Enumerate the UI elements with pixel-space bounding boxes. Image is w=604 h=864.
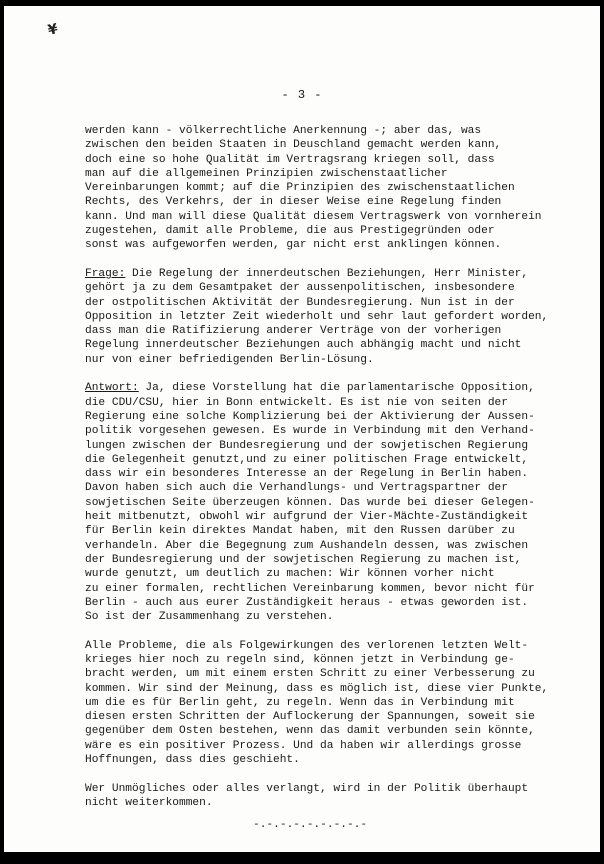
- question-first-line: Die Regelung der innerdeutschen Beziehungen, Herr Minister,: [125, 267, 529, 280]
- text-line: diesen ersten Schritten der Auflockerung der Spannungen, soweit sie: [85, 711, 535, 724]
- text-line: heit mitbenutzt, obwohl wir aufgrund der Vier-Mächte-Zuständigkeit: [85, 511, 529, 524]
- document-page: [4, 6, 600, 852]
- text-line: politik vorgesehen gewesen. Es wurde in Verbindung mit den Verhand-: [85, 425, 535, 438]
- text-line: zu einer formalen, rechtlichen Vereinbarung kommen, bevor nicht für: [85, 582, 535, 595]
- text-line: für Berlin kein direktes Mandat haben, mit den Russen darüber zu: [85, 525, 515, 538]
- text-line: gegenüber dem Osten bestehen, wenn das damit verbunden sein könnte,: [85, 725, 535, 738]
- page-number: - 3 -: [281, 88, 323, 102]
- text-line: kann. Und man will diese Qualität diesem Vertragswerk von vornherein: [85, 210, 542, 223]
- text-line: der ostpolitischen Aktivität der Bundesregierung. Nun ist in der: [85, 296, 515, 309]
- text-line: zwischen den beiden Staaten in Deuschland gemacht werden kann,: [85, 139, 502, 152]
- text-line: Rechts, des Verkehrs, der in dieser Weise eine Regelung finden: [85, 196, 502, 209]
- text-line: Berlin - auch aus eurer Zuständigkeit heraus - etwas geworden ist.: [85, 596, 529, 609]
- text-line: Vereinbarungen kommt; auf die Prinzipien des zwischenstaatlichen: [85, 182, 515, 195]
- question-label: Frage:: [85, 267, 126, 280]
- text-line: bracht werden, um mit einem ersten Schritt zu einer Verbesserung zu: [85, 668, 535, 681]
- text-line: krieges hier noch zu regeln sind, können jetzt in Verbindung ge-: [85, 653, 515, 666]
- text-line: verhandeln. Aber die Begegnung zum Aushandeln dessen, was zwischen: [85, 539, 529, 552]
- document-body: [85, 124, 591, 833]
- answer-label: Antwort:: [85, 382, 139, 395]
- text-line: wäre es ein positiver Prozess. Und da haben wir allerdings grosse: [85, 739, 522, 752]
- text-line: sonst was aufgeworfen werden, gar nicht erst anklingen können.: [85, 239, 502, 252]
- text-line: die CDU/CSU, hier in Bonn entwickelt. Es ist nie von seiten der: [85, 396, 508, 409]
- paragraph-5: [85, 782, 591, 811]
- text-line: So ist der Zusammenhang zu verstehen.: [85, 611, 334, 624]
- text-line: kommen. Wir sind der Meinung, dass es möglich ist, diese vier Punkte,: [85, 682, 549, 695]
- paragraph-4: [85, 639, 591, 768]
- paragraph-1: [85, 124, 591, 253]
- text-line: Wer Unmögliches oder alles verlangt, wird in der Politik überhaupt: [85, 782, 529, 795]
- paragraph-answer: [85, 381, 591, 624]
- paragraph-question: [85, 267, 591, 367]
- text-line: doch eine so hohe Qualität im Vertragsrang kriegen soll, dass: [85, 153, 495, 166]
- text-line: lungen zwischen der Bundesregierung und der sowjetischen Regierung: [85, 439, 529, 452]
- answer-first-line: Ja, diese Vorstellung hat die parlamentarische Opposition,: [138, 382, 535, 395]
- text-line: dass man die Ratifizierung anderer Verträge von der vorherigen: [85, 325, 502, 338]
- text-line: gehört ja zu dem Gesamtpaket der aussenpolitischen, insbesondere: [85, 282, 515, 295]
- text-line: man auf die allgemeinen Prinzipien zwischenstaatlicher: [85, 167, 448, 180]
- text-line: Alle Probleme, die als Folgewirkungen des verlorenen letzten Welt-: [85, 639, 529, 652]
- text-line: Regierung eine solche Komplizierung bei der Aktivierung der Aussen-: [85, 410, 535, 423]
- text-line: der Bundesregierung und der sowjetischen Regierung zu machen ist,: [85, 553, 522, 566]
- text-line: die Gelegenheit genutzt,und zu einer politischen Frage entwickelt,: [85, 453, 529, 466]
- text-line: Opposition in letzter Zeit wiederholt und sehr laut gefordert worden,: [85, 310, 549, 323]
- text-line: sowjetischen Seite überzeugen können. Das wurde bei dieser Gelegen-: [85, 496, 535, 509]
- text-line: Hoffnungen, dass dies geschieht.: [85, 754, 300, 767]
- end-mark: -.-.-.-.-.-.-.-.-: [253, 819, 368, 832]
- text-line: zugestehen, damit alle Probleme, die aus Prestigegründen oder: [85, 225, 495, 238]
- text-line: nicht weiterkommen.: [85, 796, 213, 809]
- text-line: wurde genutzt, um deutlich zu machen: Wir können vorher nicht: [85, 568, 495, 581]
- text-line: Regelung innerdeutscher Beziehungen auch abhängig macht und nicht: [85, 339, 522, 352]
- text-line: Davon haben sich auch die Verhandlungs- und Vertragspartner der: [85, 482, 508, 495]
- text-line: nur von einer befriedigenden Berlin-Lösung.: [85, 353, 374, 366]
- corner-handwritten-mark: ¥: [46, 21, 60, 39]
- text-line: werden kann - völkerrechtliche Anerkennung -; aber das, was: [85, 125, 482, 137]
- text-line: um die es für Berlin geht, zu regeln. Wenn das in Verbindung mit: [85, 696, 515, 709]
- text-line: dass wir ein besonderes Interesse an der Regelung in Berlin haben.: [85, 468, 529, 481]
